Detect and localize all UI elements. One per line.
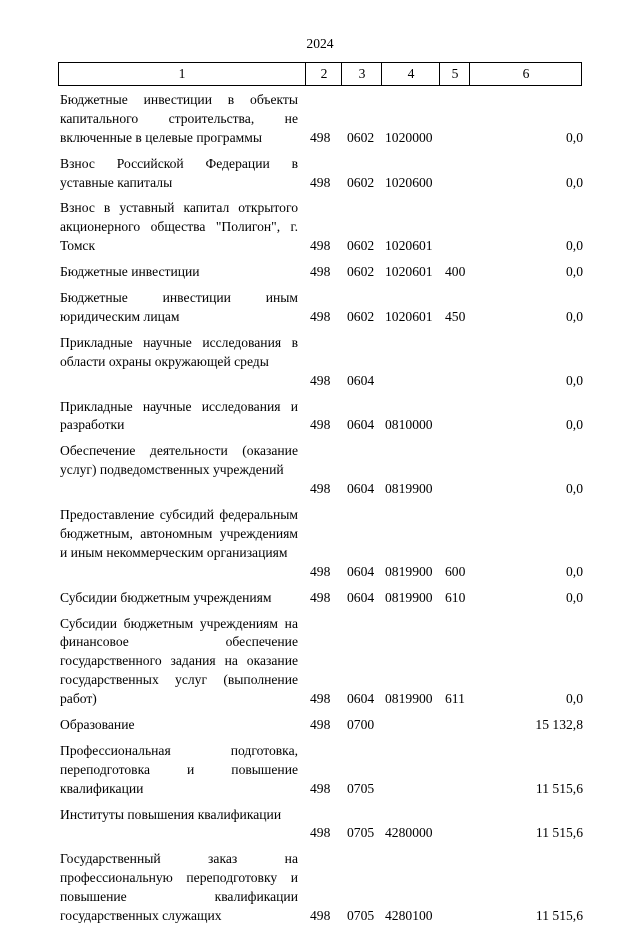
row-section-code: 0705 xyxy=(347,908,375,924)
row-name: Бюджетные инвестиции xyxy=(60,264,200,280)
row-target-article-code: 0810000 xyxy=(385,417,433,433)
row-name: Бюджетные инвестиции иным юридическим лицам xyxy=(60,290,298,324)
row-target-article-code: 1020000 xyxy=(385,129,433,145)
row-ministry-code: 498 xyxy=(310,129,331,145)
row-target-article-code: 1020601 xyxy=(385,264,433,280)
row-amount: 0,0 xyxy=(566,238,583,254)
table-row xyxy=(0,91,640,148)
header-col-3: 3 xyxy=(341,63,382,85)
row-name: Обеспечение деятельности (оказание услуг) подведомственных учреждений xyxy=(60,443,298,478)
row-section-code: 0705 xyxy=(347,780,375,796)
row-amount: 0,0 xyxy=(566,563,583,579)
row-name: Взнос Российской Федерации в уставные капиталы xyxy=(60,155,298,190)
row-ministry-code: 498 xyxy=(310,481,331,497)
header-col-1: 1 xyxy=(178,66,186,81)
table-row xyxy=(0,155,640,193)
row-target-article-code: 1020601 xyxy=(385,308,433,324)
row-ministry-code: 498 xyxy=(310,589,331,605)
row-section-code: 0705 xyxy=(347,825,375,841)
row-section-code: 0604 xyxy=(347,481,375,497)
table-row xyxy=(0,263,640,282)
table-row xyxy=(0,506,640,582)
row-expense-type-code: 400 xyxy=(445,264,466,280)
row-section-code: 0602 xyxy=(347,308,375,324)
table-row xyxy=(0,289,640,327)
row-section-code: 0602 xyxy=(347,264,375,280)
row-ministry-code: 498 xyxy=(310,825,331,841)
row-section-code: 0700 xyxy=(347,717,375,732)
row-name: Профессиональная подготовка, переподготовка и повышение квалификации xyxy=(60,742,298,796)
header-col-5: 5 xyxy=(439,63,470,85)
row-amount: 11 515,6 xyxy=(535,825,583,841)
row-name: Государственный заказ на профессиональную переподготовку и повышение квалификации государственных служащих xyxy=(60,851,298,924)
header-col-6: 6 xyxy=(469,63,582,85)
row-ministry-code: 498 xyxy=(310,780,331,796)
row-target-article-code: 0819900 xyxy=(385,691,433,707)
row-ministry-code: 498 xyxy=(310,691,331,707)
row-target-article-code: 0819900 xyxy=(385,481,433,497)
table-header xyxy=(58,62,582,86)
row-target-article-code: 4280000 xyxy=(385,825,433,841)
table-row xyxy=(0,716,640,735)
row-amount: 11 515,6 xyxy=(535,908,583,924)
row-name: Образование xyxy=(60,717,135,733)
row-expense-type-code: 610 xyxy=(445,589,466,605)
row-section-code: 0602 xyxy=(347,238,375,254)
row-amount: 0,0 xyxy=(566,308,583,324)
row-section-code: 0602 xyxy=(347,129,375,145)
row-amount: 0,0 xyxy=(566,417,583,433)
row-amount: 0,0 xyxy=(566,129,583,145)
row-section-code: 0604 xyxy=(347,691,375,707)
row-name: Субсидии бюджетным учреждениям на финансовое обеспечение государственного задания на оказание государственных услуг (выполнение работ) xyxy=(60,615,298,707)
row-amount: 0,0 xyxy=(566,174,583,190)
table-row xyxy=(0,442,640,499)
row-amount: 0,0 xyxy=(566,589,583,605)
table-row xyxy=(0,589,640,608)
row-section-code: 0602 xyxy=(347,174,375,190)
row-ministry-code: 498 xyxy=(310,264,331,280)
row-section-code: 0604 xyxy=(347,589,375,605)
row-ministry-code: 498 xyxy=(310,174,331,190)
row-name: Институты повышения квалификации xyxy=(60,806,282,822)
row-section-code: 0604 xyxy=(347,417,375,433)
row-name: Прикладные научные исследования в области охраны окружающей среды xyxy=(60,334,298,369)
row-name: Прикладные научные исследования и разработки xyxy=(60,398,298,433)
row-target-article-code: 0819900 xyxy=(385,589,433,605)
row-name: Взнос в уставный капитал открытого акционерного общества "Полигон", г. Томск xyxy=(60,200,298,254)
table-row xyxy=(0,806,640,844)
row-ministry-code: 498 xyxy=(310,238,331,254)
row-ministry-code: 498 xyxy=(310,372,331,388)
table-body xyxy=(0,91,640,933)
header-col-2: 2 xyxy=(305,63,342,85)
row-amount: 11 515,6 xyxy=(535,780,583,796)
row-target-article-code: 4280100 xyxy=(385,908,433,924)
row-amount: 0,0 xyxy=(566,481,583,497)
row-amount: 15 132,8 xyxy=(535,717,583,732)
row-name: Бюджетные инвестиции в объекты капитального строительства, не включенные в целевые программы xyxy=(60,92,298,145)
row-section-code: 0604 xyxy=(347,563,375,579)
row-name: Субсидии бюджетным учреждениям xyxy=(60,589,272,605)
row-ministry-code: 498 xyxy=(310,308,331,324)
row-ministry-code: 498 xyxy=(310,417,331,433)
row-target-article-code: 1020601 xyxy=(385,238,433,254)
table-row xyxy=(0,199,640,256)
row-ministry-code: 498 xyxy=(310,908,331,924)
table-row xyxy=(0,742,640,799)
row-expense-type-code: 450 xyxy=(445,308,466,324)
row-section-code: 0604 xyxy=(347,372,375,388)
row-amount: 0,0 xyxy=(566,264,583,280)
page-number: 2024 xyxy=(306,36,334,51)
table-row xyxy=(0,850,640,926)
row-ministry-code: 498 xyxy=(310,717,331,732)
row-amount: 0,0 xyxy=(566,372,583,388)
row-expense-type-code: 611 xyxy=(445,691,465,707)
row-amount: 0,0 xyxy=(566,691,583,707)
table-row xyxy=(0,615,640,710)
row-target-article-code: 0819900 xyxy=(385,563,433,579)
row-expense-type-code: 600 xyxy=(445,563,466,579)
row-name: Предоставление субсидий федеральным бюджетным, автономным учреждениям и иным некоммерческим организациям xyxy=(60,507,298,560)
header-col-4: 4 xyxy=(381,63,440,85)
table-row xyxy=(0,334,640,391)
row-ministry-code: 498 xyxy=(310,563,331,579)
row-target-article-code: 1020600 xyxy=(385,174,433,190)
table-row xyxy=(0,398,640,436)
